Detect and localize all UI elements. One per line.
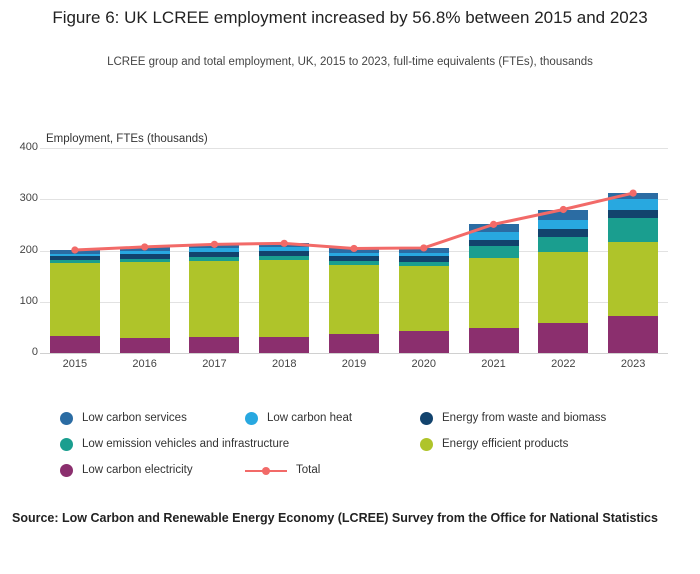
- legend-label: Low carbon services: [82, 412, 187, 424]
- x-axis-tick: 2022: [551, 358, 576, 370]
- x-axis-tick: 2021: [481, 358, 506, 370]
- x-axis-tick: 2016: [132, 358, 157, 370]
- y-axis-label: Employment, FTEs (thousands): [46, 133, 208, 145]
- x-axis-tick: 2020: [411, 358, 436, 370]
- legend-item-energy-from-waste-and-biomass[interactable]: [420, 412, 606, 425]
- total-line-series: [40, 148, 668, 353]
- x-axis-tick: 2023: [620, 358, 646, 370]
- legend-swatch-icon: [60, 464, 73, 477]
- legend-label: Energy efficient products: [442, 438, 569, 450]
- legend-label: Low emission vehicles and infrastructure: [82, 438, 290, 450]
- total-line-marker: [281, 240, 288, 247]
- legend-item-low-emission-vehicles-and-infrastructure[interactable]: [60, 438, 420, 451]
- total-line-marker: [630, 190, 637, 197]
- x-axis-tick: 2015: [62, 358, 88, 370]
- y-axis-tick: 100: [19, 294, 38, 307]
- legend-swatch-icon: [420, 438, 433, 451]
- legend-line-icon: [245, 464, 287, 477]
- total-line-marker: [71, 246, 78, 253]
- legend-item-low-carbon-electricity[interactable]: [60, 464, 245, 477]
- total-line-marker: [141, 243, 148, 250]
- legend-row-2: [60, 431, 680, 457]
- x-axis-tick: 2018: [271, 358, 297, 370]
- total-line-marker: [350, 245, 357, 252]
- legend-row-1: [60, 405, 680, 431]
- legend-label: Low carbon electricity: [82, 464, 193, 476]
- legend-item-energy-efficient-products[interactable]: [420, 438, 568, 451]
- legend-swatch-icon: [420, 412, 433, 425]
- page-title: Figure 6: UK LCREE employment increased by 56.8% between 2015 and 2023: [52, 8, 648, 27]
- legend-item-total[interactable]: [245, 464, 320, 477]
- legend-row-3: [60, 457, 680, 483]
- legend-item-low-carbon-heat[interactable]: [245, 412, 420, 425]
- legend-swatch-icon: [245, 412, 258, 425]
- total-line-marker: [560, 206, 567, 213]
- legend-swatch-icon: [60, 438, 73, 451]
- total-line-marker: [420, 244, 427, 251]
- y-axis-tick: 400: [19, 141, 38, 153]
- chart-legend: [60, 405, 680, 483]
- gridline: [40, 353, 668, 354]
- legend-label: Low carbon heat: [267, 412, 353, 424]
- chart-subtitle: LCREE group and total employment, UK, 2015 to 2023, full-time equivalents (FTEs), thousands: [107, 56, 593, 68]
- y-axis-tick: 200: [19, 243, 38, 256]
- x-axis-tick: 2019: [341, 358, 367, 370]
- total-line-marker: [490, 221, 497, 228]
- source-note: Source: Low Carbon and Renewable Energy Economy (LCREE) Survey from the Office for National Statistics: [12, 511, 658, 525]
- legend-label: Total: [296, 464, 321, 476]
- x-axis-tick: 2017: [202, 358, 227, 370]
- y-axis-tick: 300: [19, 192, 38, 205]
- legend-swatch-icon: [60, 412, 73, 425]
- legend-label: Energy from waste and biomass: [442, 412, 607, 424]
- total-line-path: [75, 193, 633, 250]
- y-axis-tick: 0: [31, 346, 38, 358]
- total-line-marker: [211, 241, 218, 248]
- legend-item-low-carbon-services[interactable]: [60, 412, 245, 425]
